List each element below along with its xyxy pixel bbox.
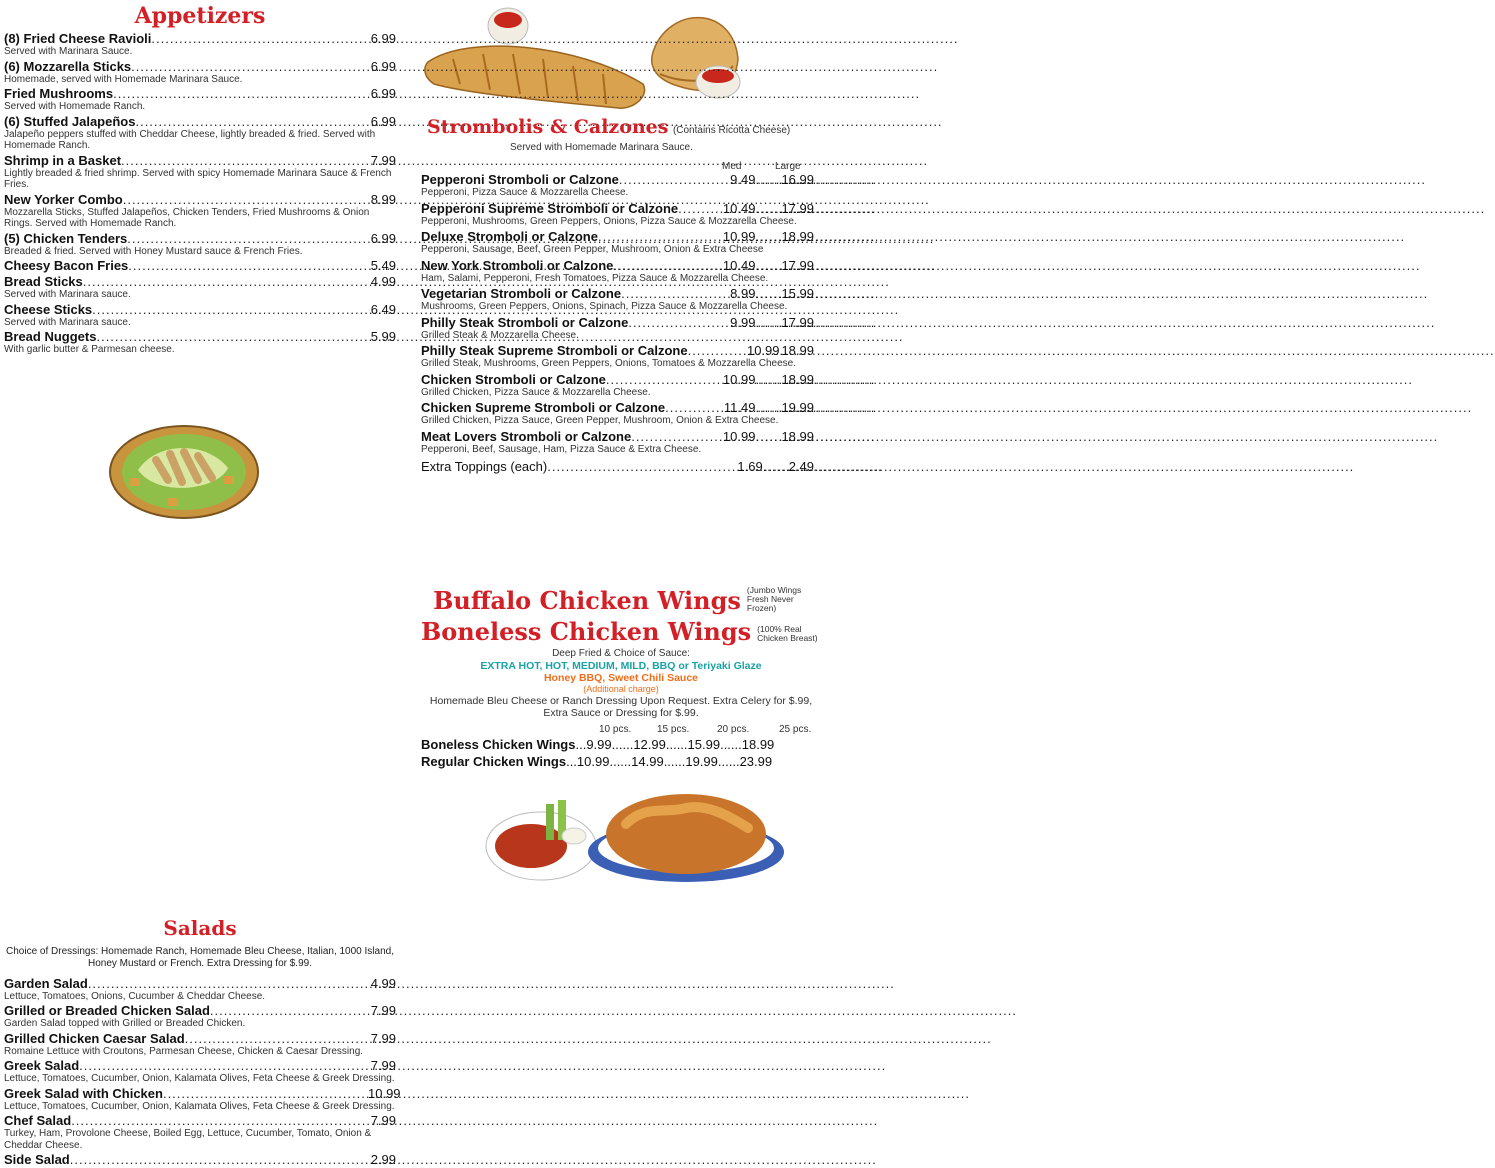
leader-dots bbox=[755, 229, 781, 244]
pcs-header: 15 pcs. bbox=[657, 724, 690, 735]
wings-price: 12.99 bbox=[633, 737, 666, 752]
stromboli-name: Chicken Supreme Stromboli or Calzone bbox=[421, 400, 666, 415]
menu-item bbox=[4, 192, 396, 230]
salads-dressing-intro: Choice of Dressings: Homemade Ranch, Homemade Bleu Cheese, Italian, 1000 Island, Honey Mustard or French. Extra Dressing for $.99. bbox=[6, 945, 394, 969]
stromboli-price-med: 10.99 bbox=[722, 371, 756, 387]
stromboli-price-large: 19.99 bbox=[781, 400, 814, 415]
leader-dots bbox=[135, 114, 370, 129]
leader-dots bbox=[613, 258, 723, 273]
leader-dots bbox=[92, 302, 371, 317]
menu-item bbox=[4, 59, 396, 86]
menu-item-name: Bread Sticks bbox=[4, 274, 83, 289]
pcs-header: 20 pcs. bbox=[717, 724, 750, 735]
leader-dots bbox=[628, 315, 730, 330]
menu-item-description: Mozzarella Sticks, Stuffed Jalapeños, Chicken Tenders, Fried Mushrooms & Onion Rings. Served with Homemade Ranch. bbox=[4, 206, 370, 229]
stromboli-description: Pepperoni, Mushrooms, Green Peppers, Onions, Pizza Sauce & Mozzarella Cheese. bbox=[421, 215, 797, 227]
menu-item-row bbox=[4, 274, 396, 289]
menu-item-price: 8.99 bbox=[370, 191, 396, 207]
menu-item-name: Fried Mushrooms bbox=[4, 86, 114, 101]
menu-item-name: Grilled Chicken Caesar Salad bbox=[4, 1030, 185, 1046]
leader-dots bbox=[163, 1086, 368, 1101]
menu-item-row bbox=[4, 192, 396, 207]
stromboli-row bbox=[421, 201, 814, 216]
menu-item-row bbox=[4, 86, 396, 101]
stromboli-name: Deluxe Stromboli or Calzone bbox=[421, 229, 598, 244]
leader-dots bbox=[755, 286, 781, 301]
stromboli-name: Philly Steak Stromboli or Calzone bbox=[421, 314, 629, 330]
leader-dots bbox=[755, 315, 781, 330]
menu-item-row bbox=[4, 1152, 396, 1167]
menu-item-name: Cheesy Bacon Fries bbox=[4, 258, 129, 273]
wings-sauces-standard: EXTRA HOT, HOT, MEDIUM, MILD, BBQ or Teriyaki Glaze bbox=[480, 660, 762, 672]
menu-item bbox=[4, 86, 396, 113]
leader-dots: ... bbox=[566, 754, 577, 769]
leader-dots bbox=[665, 400, 724, 415]
leader-dots bbox=[127, 231, 370, 246]
menu-item-description: Breaded & fried. Served with Honey Mustard sauce & French Fries. bbox=[4, 245, 303, 257]
extra-toppings-price-large: 2.49 bbox=[788, 459, 814, 474]
menu-item-row bbox=[4, 1085, 401, 1101]
boneless-wings-heading bbox=[421, 617, 821, 646]
stromboli-name: New York Stromboli or Calzone bbox=[421, 257, 614, 273]
stromboli-price-med: 10.49 bbox=[722, 200, 756, 216]
stromboli-name: Meat Lovers Stromboli or Calzone bbox=[421, 428, 632, 444]
stromboli-price-large: 17.99 bbox=[781, 200, 814, 216]
stromboli-price-large: 16.99 bbox=[781, 172, 814, 187]
leader-dots bbox=[128, 258, 370, 273]
menu-item-price: 6.99 bbox=[370, 86, 396, 101]
menu-item-price: 6.99 bbox=[370, 58, 396, 74]
stromboli-row bbox=[421, 315, 814, 330]
wings-sauces-extra: Honey BBQ, Sweet Chili Sauce bbox=[543, 672, 699, 684]
menu-item-row bbox=[4, 1003, 396, 1018]
menu-item bbox=[4, 1113, 396, 1151]
leader-dots bbox=[755, 201, 781, 216]
menu-item bbox=[4, 1031, 396, 1058]
menu-item-description: Served with Marinara sauce. bbox=[4, 316, 131, 328]
stromboli-row bbox=[421, 229, 814, 244]
buffalo-wings-title: Buffalo Chicken Wings bbox=[433, 586, 741, 615]
wings-price: 15.99 bbox=[687, 737, 721, 752]
leader-dots: ...... bbox=[720, 737, 742, 752]
stromboli-price-med: 10.99 bbox=[722, 229, 756, 244]
stromboli-name: Vegetarian Stromboli or Calzone bbox=[421, 286, 622, 301]
leader-dots bbox=[70, 1152, 368, 1167]
menu-item-price: 7.99 bbox=[370, 152, 396, 168]
menu-item-name: (5) Chicken Tenders bbox=[4, 230, 128, 246]
menu-item-price: 5.99 bbox=[370, 329, 396, 344]
wings-price: 9.99 bbox=[586, 737, 612, 752]
leader-dots: ...... bbox=[609, 754, 632, 769]
stromboli-name: Pepperoni Supreme Stromboli or Calzone bbox=[421, 200, 679, 216]
leader-dots bbox=[79, 1058, 368, 1073]
wings-price-row bbox=[421, 736, 821, 753]
menu-item bbox=[4, 329, 396, 356]
wings-row-name: Boneless Chicken Wings bbox=[421, 737, 576, 752]
menu-item bbox=[4, 114, 396, 152]
wings-row-name: Regular Chicken Wings bbox=[421, 754, 567, 769]
salads-list bbox=[4, 975, 401, 1168]
strombolis-subtitle: Served with Homemade Marinara Sauce. bbox=[510, 142, 693, 153]
menu-item-name: Bread Nuggets bbox=[4, 329, 97, 344]
menu-item bbox=[4, 302, 396, 329]
menu-item-row bbox=[4, 1113, 396, 1128]
stromboli-item bbox=[421, 400, 814, 427]
wings-dressing-note: Homemade Bleu Cheese or Ranch Dressing Upon Request. Extra Celery for $.99, Extra Sauce or Dressing for $.99. bbox=[429, 695, 813, 719]
stromboli-price-med: 9.49 bbox=[730, 172, 756, 187]
extra-toppings-price-med: 1.69 bbox=[737, 459, 763, 474]
leader-dots bbox=[96, 329, 370, 344]
size-header-med: Med bbox=[722, 161, 742, 172]
leader-dots bbox=[151, 31, 370, 46]
stromboli-item bbox=[421, 258, 814, 285]
menu-item-row bbox=[4, 153, 396, 168]
stromboli-row bbox=[421, 372, 814, 387]
appetizers-title: Appetizers bbox=[134, 3, 266, 29]
menu-item-description: Lettuce, Tomatoes, Onions, Cucumber & Cheddar Cheese. bbox=[4, 990, 266, 1002]
stromboli-row bbox=[421, 172, 814, 187]
stromboli-description: Mushrooms, Green Peppers, Onions, Spinach, Pizza Sauce & Mozzarella Cheese. bbox=[421, 301, 788, 312]
stromboli-price-med: 10.49 bbox=[722, 257, 756, 273]
menu-item-description: Garden Salad topped with Grilled or Breaded Chicken. bbox=[4, 1018, 246, 1029]
stromboli-row bbox=[421, 343, 814, 358]
menu-item-description: Lettuce, Tomatoes, Cucumber, Onion, Kalamata Olives, Feta Cheese & Greek Dressing. bbox=[4, 1073, 395, 1084]
menu-item-description: Served with Homemade Ranch. bbox=[4, 101, 146, 112]
menu-item-price: 2.99 bbox=[370, 1152, 396, 1167]
menu-item bbox=[4, 1152, 396, 1167]
menu-item-row bbox=[4, 1031, 396, 1046]
size-header-large: Large bbox=[775, 161, 801, 172]
strombolis-ricotta-note: (Contains Ricotta Cheese) bbox=[672, 125, 791, 136]
leader-dots bbox=[606, 372, 723, 387]
stromboli-name: Chicken Stromboli or Calzone bbox=[421, 371, 606, 387]
stromboli-description: Pepperoni, Beef, Sausage, Ham, Pizza Sauce & Extra Cheese. bbox=[421, 443, 702, 455]
leader-dots bbox=[631, 429, 723, 444]
wings-price: 23.99 bbox=[739, 754, 773, 769]
leader-dots: ...... bbox=[665, 737, 688, 752]
menu-item-price: 6.49 bbox=[370, 301, 396, 317]
leader-dots bbox=[755, 172, 781, 187]
leader-dots bbox=[755, 372, 781, 387]
strombolis-title: Strombolis & Calzones bbox=[427, 116, 669, 138]
stromboli-price-large: 18.99 bbox=[781, 343, 814, 358]
wings-price-row bbox=[421, 753, 821, 770]
leader-dots bbox=[131, 59, 371, 74]
menu-item-price: 7.99 bbox=[370, 1058, 396, 1073]
menu-item-description: Lettuce, Tomatoes, Cucumber, Onion, Kalamata Olives, Feta Cheese & Greek Dressing. bbox=[4, 1100, 395, 1112]
menu-item-row bbox=[4, 302, 396, 317]
menu-item-row bbox=[4, 1058, 396, 1073]
leader-dots bbox=[755, 429, 781, 444]
leader-dots bbox=[71, 1113, 368, 1128]
leader-dots: ...... bbox=[611, 737, 634, 752]
extra-toppings-name: Extra Toppings (each) bbox=[421, 459, 548, 474]
stromboli-item bbox=[421, 201, 814, 228]
menu-item bbox=[4, 153, 396, 191]
menu-item bbox=[4, 231, 396, 258]
menu-item-price: 7.99 bbox=[370, 1113, 396, 1128]
menu-item-price: 7.99 bbox=[370, 1030, 396, 1046]
menu-item bbox=[4, 976, 396, 1003]
menu-item-price: 6.99 bbox=[370, 230, 396, 246]
leader-dots: ... bbox=[575, 737, 587, 752]
menu-item-price: 7.99 bbox=[370, 1003, 396, 1018]
menu-item-price: 4.99 bbox=[370, 975, 396, 991]
stromboli-price-med: 10.99 bbox=[722, 428, 756, 444]
leader-dots bbox=[547, 459, 737, 474]
chicken-wings-photo bbox=[486, 784, 786, 884]
menu-item-price: 6.99 bbox=[370, 31, 396, 46]
menu-item-row bbox=[4, 976, 396, 991]
wings-sauce-subtitle: Deep Fried & Choice of Sauce: bbox=[552, 648, 690, 659]
stromboli-row bbox=[421, 286, 814, 301]
menu-item-description: Jalapeño peppers stuffed with Cheddar Cheese, lightly breaded & fried. Served with Homemade Ranch. bbox=[4, 128, 376, 151]
leader-dots bbox=[755, 400, 781, 415]
stromboli-description: Pepperoni, Sausage, Beef, Green Pepper, Mushroom, Onion & Extra Cheese bbox=[421, 244, 764, 255]
stromboli-item bbox=[421, 229, 814, 256]
stromboli-price-large: 18.99 bbox=[781, 428, 814, 444]
boneless-wings-title: Boneless Chicken Wings bbox=[421, 617, 752, 646]
menu-item-name: Shrimp in a Basket bbox=[4, 152, 122, 168]
menu-item-name: (6) Stuffed Jalapeños bbox=[4, 113, 136, 129]
wings-piece-headers bbox=[421, 724, 821, 736]
wings-price: 10.99 bbox=[576, 754, 610, 769]
menu-item-row bbox=[4, 31, 396, 46]
leader-dots bbox=[185, 1031, 368, 1046]
menu-item-description: With garlic butter & Parmesan cheese. bbox=[4, 344, 175, 355]
pcs-header: 10 pcs. bbox=[599, 724, 632, 735]
menu-item-name: Greek Salad with Chicken bbox=[4, 1085, 163, 1101]
menu-item-name: (8) Fried Cheese Ravioli bbox=[4, 31, 152, 46]
menu-item-description: Turkey, Ham, Provolone Cheese, Boiled Egg, Lettuce, Cucumber, Tomato, Onion & Cheddar Cheese. bbox=[4, 1128, 372, 1151]
stromboli-description: Grilled Chicken, Pizza Sauce, Green Pepper, Mushroom, Onion & Extra Cheese. bbox=[421, 415, 779, 426]
strombolis-header bbox=[427, 116, 827, 138]
leader-dots bbox=[113, 86, 371, 101]
leader-dots bbox=[598, 229, 723, 244]
menu-item-row bbox=[4, 231, 396, 246]
leader-dots bbox=[210, 1003, 368, 1018]
stromboli-row bbox=[421, 258, 814, 273]
menu-item-description: Lightly breaded & fried shrimp. Served with spicy Homemade Marinara Sauce & French Fries. bbox=[4, 167, 392, 190]
stromboli-price-med: 9.99 bbox=[730, 314, 756, 330]
wings-price: 18.99 bbox=[741, 737, 775, 752]
wings-additional-charge: (Additional charge) bbox=[583, 684, 659, 694]
leader-dots bbox=[83, 274, 371, 289]
leader-dots bbox=[123, 192, 371, 207]
leader-dots bbox=[755, 258, 781, 273]
leader-dots bbox=[621, 286, 730, 301]
stromboli-item bbox=[421, 172, 814, 199]
menu-item-name: New Yorker Combo bbox=[4, 191, 123, 207]
menu-item bbox=[4, 274, 396, 301]
menu-item-price: 4.99 bbox=[370, 274, 396, 289]
menu-item-description: Served with Marinara sauce. bbox=[4, 289, 131, 300]
menu-item-name: Cheese Sticks bbox=[4, 301, 93, 317]
menu-item bbox=[4, 258, 396, 273]
menu-item-name: Chef Salad bbox=[4, 1113, 72, 1128]
menu-item bbox=[4, 1003, 396, 1030]
stromboli-description: Grilled Chicken, Pizza Sauce & Mozzarella Cheese. bbox=[421, 386, 651, 398]
menu-item-row bbox=[4, 258, 396, 273]
menu-item bbox=[4, 31, 396, 58]
buffalo-wings-heading bbox=[421, 586, 821, 615]
leader-dots bbox=[121, 153, 371, 168]
stromboli-name: Philly Steak Supreme Stromboli or Calzone bbox=[421, 343, 688, 358]
menu-item-price: 6.99 bbox=[370, 113, 396, 129]
stromboli-price-large: 17.99 bbox=[781, 257, 814, 273]
menu-item bbox=[4, 1058, 396, 1085]
stromboli-row bbox=[421, 400, 814, 415]
leader-dots bbox=[619, 172, 730, 187]
menu-item-price: 5.49 bbox=[370, 258, 396, 273]
extra-toppings-row bbox=[421, 459, 814, 474]
menu-item bbox=[4, 1085, 401, 1113]
stromboli-price-large: 18.99 bbox=[781, 229, 814, 244]
menu-item-price: 10.99 bbox=[368, 1085, 401, 1101]
menu-item-row bbox=[4, 59, 396, 74]
menu-item-name: Grilled or Breaded Chicken Salad bbox=[4, 1003, 210, 1018]
stromboli-price-large: 18.99 bbox=[781, 371, 814, 387]
appetizers-list bbox=[4, 31, 396, 356]
wings-section bbox=[421, 586, 821, 770]
leader-dots bbox=[678, 201, 723, 216]
menu-item-name: Greek Salad bbox=[4, 1058, 80, 1073]
menu-item-description: Served with Marinara Sauce. bbox=[4, 46, 133, 57]
pcs-header: 25 pcs. bbox=[779, 724, 812, 735]
menu-item-name: Garden Salad bbox=[4, 975, 88, 991]
menu-item-description: Homemade, served with Homemade Marinara Sauce. bbox=[4, 73, 243, 85]
salads-title: Salads bbox=[163, 915, 237, 940]
stromboli-item bbox=[421, 286, 814, 313]
stromboli-item bbox=[421, 315, 814, 342]
leader-dots bbox=[763, 459, 789, 474]
stromboli-price-med: 10.99 bbox=[746, 343, 780, 358]
stromboli-description: Pepperoni, Pizza Sauce & Mozzarella Cheese. bbox=[421, 187, 629, 198]
wings-price-table bbox=[421, 736, 821, 770]
stromboli-item bbox=[421, 429, 814, 456]
stromboli-description: Grilled Steak & Mozzarella Cheese. bbox=[421, 329, 579, 341]
stromboli-price-med: 11.49 bbox=[723, 400, 756, 415]
menu-item-description: Romaine Lettuce with Croutons, Parmesan Cheese, Chicken & Caesar Dressing. bbox=[4, 1045, 364, 1057]
stromboli-item bbox=[421, 372, 814, 399]
menu-item-name: Side Salad bbox=[4, 1152, 70, 1167]
buffalo-wings-note: (Jumbo Wings Fresh Never Frozen) bbox=[746, 585, 802, 613]
stromboli-name: Pepperoni Stromboli or Calzone bbox=[421, 172, 619, 187]
stromboli-price-med: 8.99 bbox=[730, 286, 756, 301]
stromboli-description: Grilled Steak, Mushrooms, Green Peppers, Onions, Tomatoes & Mozzarella Cheese. bbox=[421, 358, 796, 369]
menu-item-row bbox=[4, 329, 396, 344]
stromboli-price-large: 15.99 bbox=[781, 286, 814, 301]
wings-price: 14.99 bbox=[631, 754, 664, 769]
leader-dots bbox=[88, 976, 368, 991]
leader-dots: ...... bbox=[717, 754, 740, 769]
stromboli-row bbox=[421, 429, 814, 444]
stromboli-item bbox=[421, 343, 814, 370]
wings-price: 19.99 bbox=[685, 754, 718, 769]
stromboli-price-large: 17.99 bbox=[781, 314, 814, 330]
menu-item-row bbox=[4, 114, 396, 129]
stromboli-description: Ham, Salami, Pepperoni, Fresh Tomatoes, Pizza Sauce & Mozzarella Cheese. bbox=[421, 272, 769, 284]
menu-item-name: (6) Mozzarella Sticks bbox=[4, 58, 132, 74]
strombolis-list bbox=[421, 172, 814, 474]
boneless-wings-note: (100% Real Chicken Breast) bbox=[757, 624, 818, 643]
left-column bbox=[4, 0, 401, 1168]
leader-dots: ...... bbox=[663, 754, 686, 769]
leader-dots bbox=[688, 343, 747, 358]
